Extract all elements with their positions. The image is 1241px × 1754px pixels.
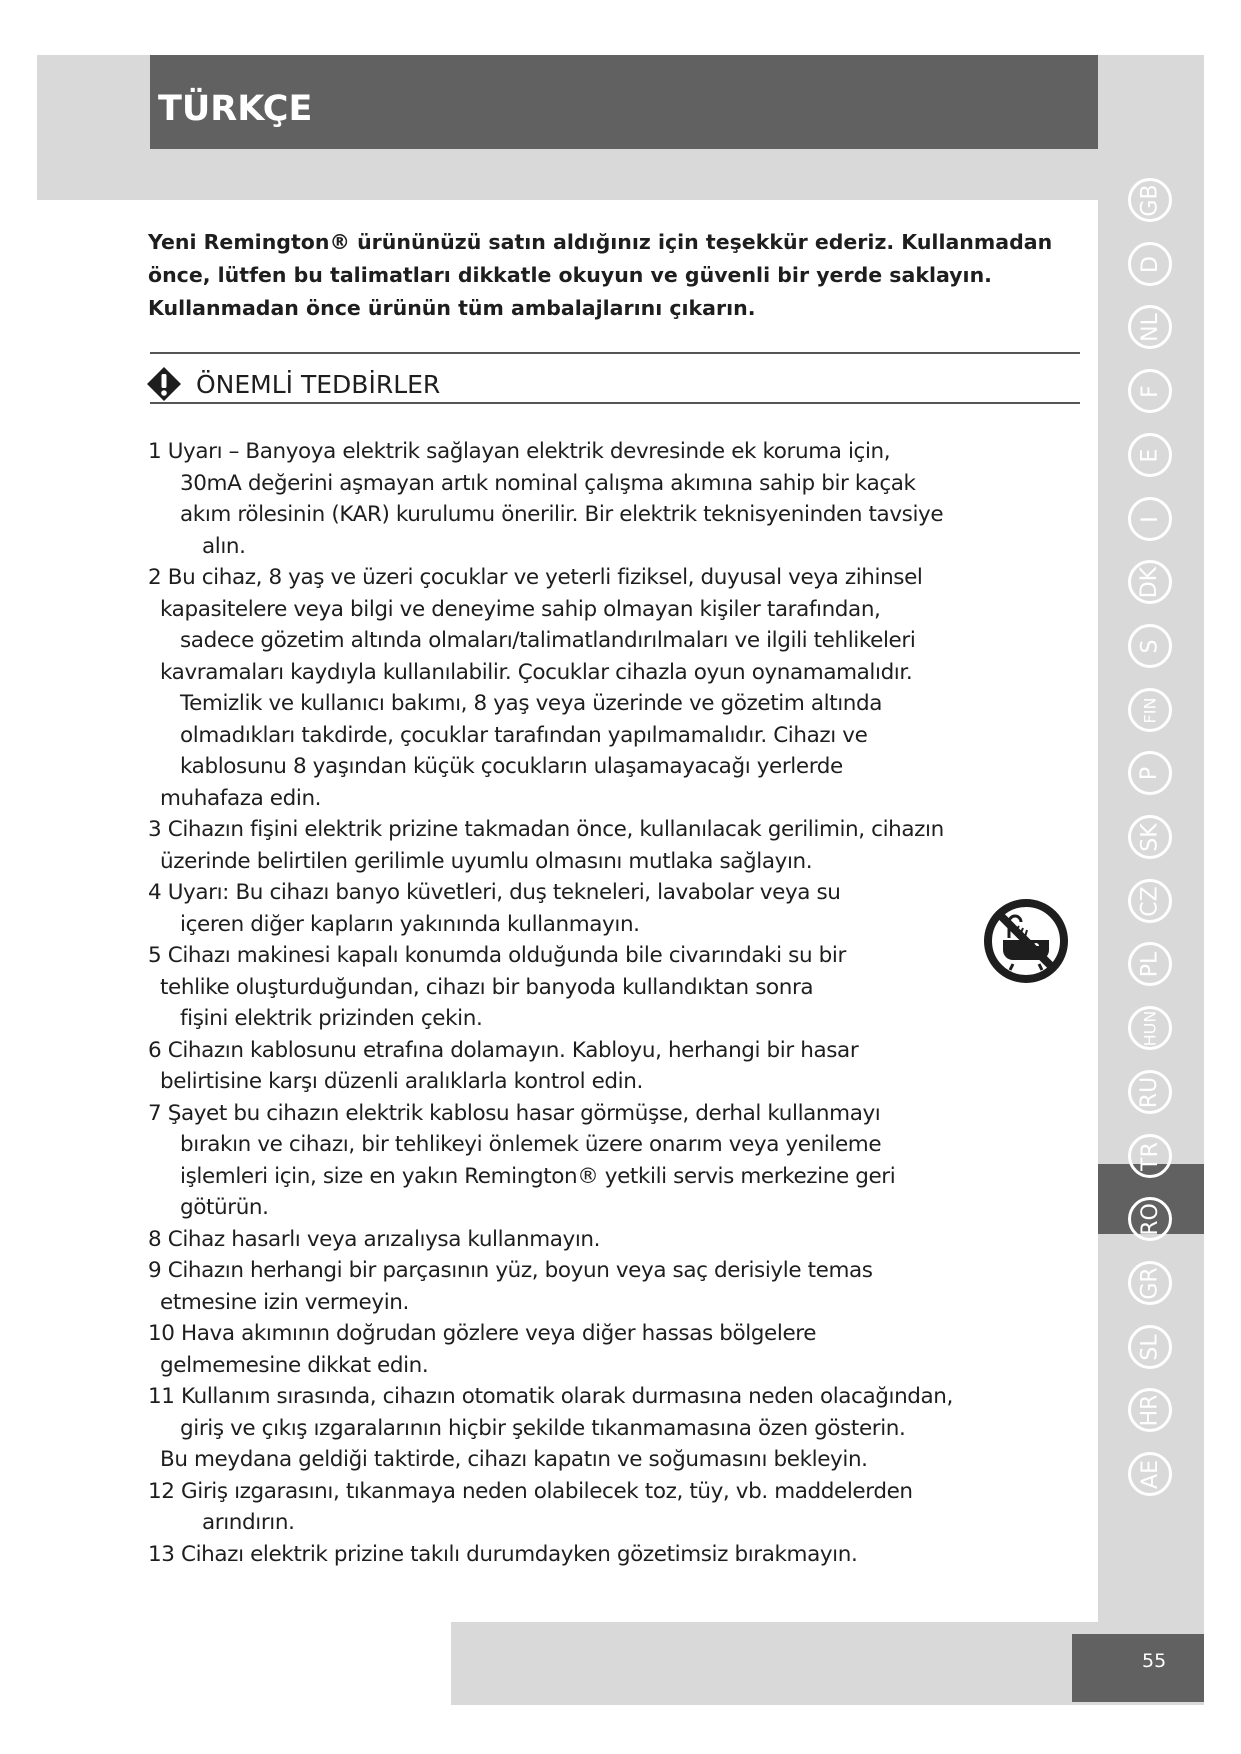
language-tab-circle [1128,305,1172,349]
warning-diamond-icon [146,366,182,402]
intro-paragraph [148,226,1083,325]
language-tab-circle [1128,1261,1172,1305]
list-line: kablosunu 8 yaşından küçük çocukların ulaşamayacağı yerlerde [180,754,843,779]
list-line: kapasitelere veya bilgi ve deneyime sahip olmayan kişiler tarafından, [160,596,881,622]
list-line: muhafaza edin. [160,785,322,811]
list-line: gelmemesine dikkat edin. [160,1352,429,1378]
language-tab-hun[interactable] [1120,998,1180,1058]
list-line: sadece gözetim altında olmaları/talimatlandırılmaları ve ilgili tehlikeleri [180,628,916,653]
language-tab-label: HUN [1140,1010,1160,1046]
language-tab-e[interactable] [1120,425,1180,485]
page-title: TÜRKÇE [158,89,313,129]
list-line: 11 Kullanım sırasında, cihazın otomatik olarak durmasına neden olacağından, [148,1384,953,1409]
language-tab-label: CZ [1137,885,1163,917]
language-tab-f[interactable] [1120,361,1180,421]
language-tab-hr[interactable] [1120,1380,1180,1440]
language-tab-sk[interactable] [1120,807,1180,867]
list-line: götürün. [180,1195,269,1220]
language-tab-d[interactable] [1120,234,1180,294]
page-number-box [1072,1634,1204,1702]
language-tab-i[interactable] [1120,489,1180,549]
list-line: 6 Cihazın kablosunu etrafına dolamayın. Kabloyu, herhangi bir hasar [148,1037,859,1063]
language-tab-label: GB [1137,183,1163,217]
page-number: 55 [1142,1650,1167,1672]
language-tab-pl[interactable] [1120,934,1180,994]
section-rule-top [150,352,1080,354]
language-tab-label: RO [1137,1202,1163,1236]
intro-line: önce, lütfen bu talimatları dikkatle okuyun ve güvenli bir yerde saklayın. [148,263,992,287]
language-tab-s[interactable] [1120,616,1180,676]
language-tab-gr[interactable] [1120,1253,1180,1313]
language-tab-label: TR [1137,1141,1163,1171]
language-tab-label: FIN [1140,697,1160,723]
list-line: bırakın ve cihazı, bir tehlikeyi önlemek üzere onarım veya yenileme [180,1132,882,1157]
language-tab-circle [1128,1197,1172,1241]
language-tab-ro[interactable] [1120,1189,1180,1249]
list-line: belirtisine karşı düzenli aralıklarla kontrol edin. [160,1069,643,1094]
language-tab-circle [1128,1325,1172,1369]
section-rule-bottom [150,402,1080,404]
list-line: tehlike oluşturduğundan, cihazı bir banyoda kullandıktan sonra [160,974,814,1000]
list-line: 13 Cihazı elektrik prizine takılı durumdayken gözetimsiz bırakmayın. [148,1541,858,1567]
language-tab-circle [1128,624,1172,668]
language-tab-circle [1128,1134,1172,1178]
list-line: 8 Cihaz hasarlı veya arızalıysa kullanmayın. [148,1226,601,1252]
language-tab-label: SL [1137,1333,1163,1361]
list-line: akım rölesinin (KAR) kurulumu önerilir. Bir elektrik teknisyeninden tavsiye [180,502,944,527]
list-line: 1 Uyarı – Banyoya elektrik sağlayan elektrik devresinde ek koruma için, [148,439,891,464]
language-tab-fin[interactable] [1120,680,1180,740]
list-line: 30mA değerini aşmayan artık nominal çalışma akımına sahip bir kaçak [180,470,916,496]
language-tab-circle [1128,560,1172,604]
list-line: 5 Cihazı makinesi kapalı konumda olduğunda bile civarındaki su bir [148,943,846,968]
language-tab-circle [1128,815,1172,859]
no-bath-warning-icon [983,898,1069,984]
list-line: 12 Giriş ızgarasını, tıkanmaya neden olabilecek toz, tüy, vb. maddelerden [148,1478,913,1504]
language-tab-p[interactable] [1120,743,1180,803]
list-line: işlemleri için, size en yakın Remington® yetkili servis merkezine geri [180,1163,896,1189]
language-tab-label: RU [1137,1076,1163,1108]
language-tab-label: D [1137,255,1163,273]
language-tab-circle [1128,178,1172,222]
title-bar [150,55,1098,149]
list-line: üzerinde belirtilen gerilimle uyumlu olmasını mutlaka sağlayın. [160,848,813,874]
language-tab-tr[interactable] [1120,1126,1180,1186]
language-tab-circle [1128,497,1172,541]
list-line: içeren diğer kapların yakınında kullanmayın. [180,911,640,937]
language-tab-label: I [1137,515,1163,523]
language-tab-label: P [1137,766,1163,780]
language-tab-circle [1128,688,1172,732]
language-tab-circle [1128,942,1172,986]
list-line: 7 Şayet bu cihazın elektrik kablosu hasar görmüşse, derhal kullanmayı [148,1100,881,1126]
language-tab-circle [1128,242,1172,286]
list-line: etmesine izin vermeyin. [160,1289,409,1315]
list-line: arındırın. [202,1510,295,1535]
language-tab-circle [1128,1070,1172,1114]
list-line: 10 Hava akımının doğrudan gözlere veya diğer hassas bölgelere [148,1321,817,1346]
precautions-list [148,436,1078,1570]
language-tab-label: E [1137,448,1163,462]
list-line: olmadıkları takdirde, çocuklar tarafından yapılmamalıdır. Cihazı ve [180,722,868,748]
language-tab-circle [1128,1388,1172,1432]
list-line: giriş ve çıkış ızgaralarının hiçbir şekilde tıkanmamasına özen gösterin. [180,1415,906,1441]
list-line: 2 Bu cihaz, 8 yaş ve üzeri çocuklar ve yeterli fiziksel, duyusal veya zihinsel [148,565,923,590]
language-tab-circle [1128,751,1172,795]
section-heading-row [146,364,440,404]
list-line: 3 Cihazın fişini elektrik prizine takmadan önce, kullanılacak gerilimin, cihazın [148,817,944,842]
language-tab-label: F [1137,384,1163,398]
list-line: kavramaları kaydıyla kullanılabilir. Çocuklar cihazla oyun oynamamalıdır. [160,659,913,685]
language-tab-ae[interactable] [1120,1444,1180,1504]
language-tab-gb[interactable] [1120,170,1180,230]
list-line: 4 Uyarı: Bu cihazı banyo küvetleri, duş tekneleri, lavabolar veya su [148,880,841,905]
list-line: Temizlik ve kullanıcı bakımı, 8 yaş veya üzerinde ve gözetim altında [180,691,883,716]
language-tab-cz[interactable] [1120,871,1180,931]
language-tab-ru[interactable] [1120,1062,1180,1122]
language-tab-label: PL [1137,951,1163,977]
language-tab-sl[interactable] [1120,1317,1180,1377]
section-heading: ÖNEMLİ TEDBİRLER [196,369,441,399]
list-line: Bu meydana geldiği taktirde, cihazı kapatın ve soğumasını bekleyin. [160,1447,868,1472]
language-tab-label: SK [1137,822,1163,852]
language-tab-nl[interactable] [1120,297,1180,357]
intro-line: Kullanmadan önce ürünün tüm ambalajlarını çıkarın. [148,296,756,320]
language-tab-circle [1128,369,1172,413]
list-line: fişini elektrik prizinden çekin. [180,1006,483,1031]
list-line: 9 Cihazın herhangi bir parçasının yüz, boyun veya saç derisiyle temas [148,1258,873,1283]
language-tab-label: GR [1137,1266,1163,1300]
language-tab-dk[interactable] [1120,552,1180,612]
language-tab-label: DK [1137,566,1163,598]
language-tab-label: S [1137,639,1163,653]
language-tab-circle [1128,879,1172,923]
language-tab-circle [1128,1452,1172,1496]
language-tab-label: AE [1137,1459,1163,1489]
list-line: alın. [202,533,246,559]
language-tab-label: NL [1137,312,1163,342]
language-tab-circle [1128,1006,1172,1050]
intro-line: Yeni Remington® ürününüzü satın aldığınız için teşekkür ederiz. Kullanmadan [148,230,1053,254]
language-tab-label: HR [1137,1394,1163,1426]
language-tab-circle [1128,433,1172,477]
